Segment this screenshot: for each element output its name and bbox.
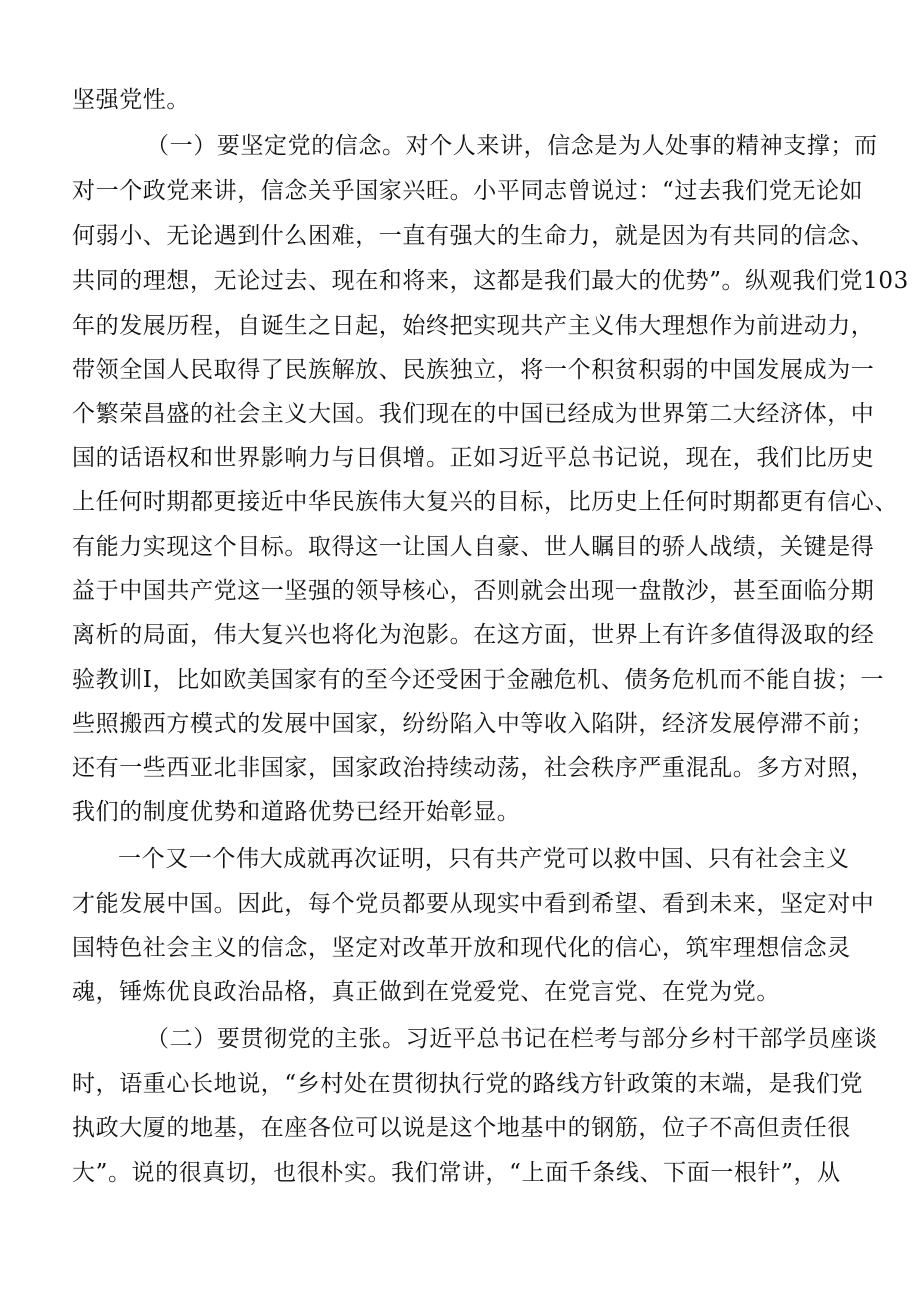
text-line: 还有一些西亚北非国家，国家政治持续动荡，社会秩序严重混乱。多方对照， [72,755,875,781]
text-line: 时，语重心长地说，“乡村处在贯彻执行党的路线方针政策的末端，是我们党 [72,1071,864,1097]
text-line: 验教训I，比如欧美国家有的至今还受困于金融危机、债务危机而不能自拔；一 [72,667,885,693]
text-line: 一个又一个伟大成就再次证明，只有共产党可以救中国、只有社会主义 [118,846,850,872]
text-line: 离析的局面，伟大复兴也将化为泡影。在这方面，世界上有许多值得汲取的经 [72,622,875,648]
text-line: 年的发展历程，自诞生之日起，始终把实现共产主义伟大理想作为前进动力， [72,313,875,339]
text-line: 何弱小、无论遇到什么困难，一直有强大的生命力，就是因为有共同的信念、 [72,223,875,249]
text-line: 国特色社会主义的信念，坚定对改革开放和现代化的信心，筑牢理想信念灵 [72,935,851,961]
text-line: 共同的理想，无论过去、现在和将来，这都是我们最大的优势”。纵观我们党103 [72,268,909,294]
text-line: 益于中国共产党这一坚强的领导核心，否则就会出现一盘散沙，甚至面临分期 [72,578,875,604]
text-line: 个繁荣昌盛的社会主义大国。我们现在的中国已经成为世界第二大经济体，中 [72,401,875,427]
text-line: 国的话语权和世界影响力与日俱增。正如习近平总书记说，现在，我们比历史 [72,445,875,471]
text-line: 对一个政党来讲，信念关乎国家兴旺。小平同志曾说过：“过去我们党无论如 [72,178,864,204]
text-line: （一）要坚定党的信念。对个人来讲，信念是为人处事的精神支撑；而 [146,133,878,159]
text-line: 些照搬西方模式的发展中国家，纷纷陷入中等收入陷阱，经济发展停滞不前； [72,711,875,737]
text-line: 坚强党性。 [72,87,190,113]
text-line: 大”。说的很真切，也很朴实。我们常讲，“上面千条线、下面一根针”，从 [72,1160,841,1186]
text-line: 魂，锤炼优良政治品格，真正做到在党爱党、在党言党、在党为党。 [72,979,780,1005]
text-line: （二）要贯彻党的主张。习近平总书记在栏考与部分乡村干部学员座谈 [146,1026,878,1052]
text-line: 有能力实现这个目标。取得这一让国人自豪、世人瞩目的骄人战绩，关键是得 [72,534,875,560]
text-line: 我们的制度优势和道路优势已经开始彰显。 [72,799,521,825]
text-line: 带领全国人民取得了民族解放、民族独立，将一个积贫积弱的中国发展成为一 [72,357,875,383]
text-line: 执政大厦的地基，在座各位可以说是这个地基中的钢筋，位子不高但责任很 [72,1115,851,1141]
text-line: 才能发展中国。因此，每个党员都要从现实中看到希望、看到未来，坚定对中 [72,891,875,917]
text-line: 上任何时期都更接近中华民族伟大复兴的目标，比历史上任何时期都更有信心、 [72,489,898,515]
